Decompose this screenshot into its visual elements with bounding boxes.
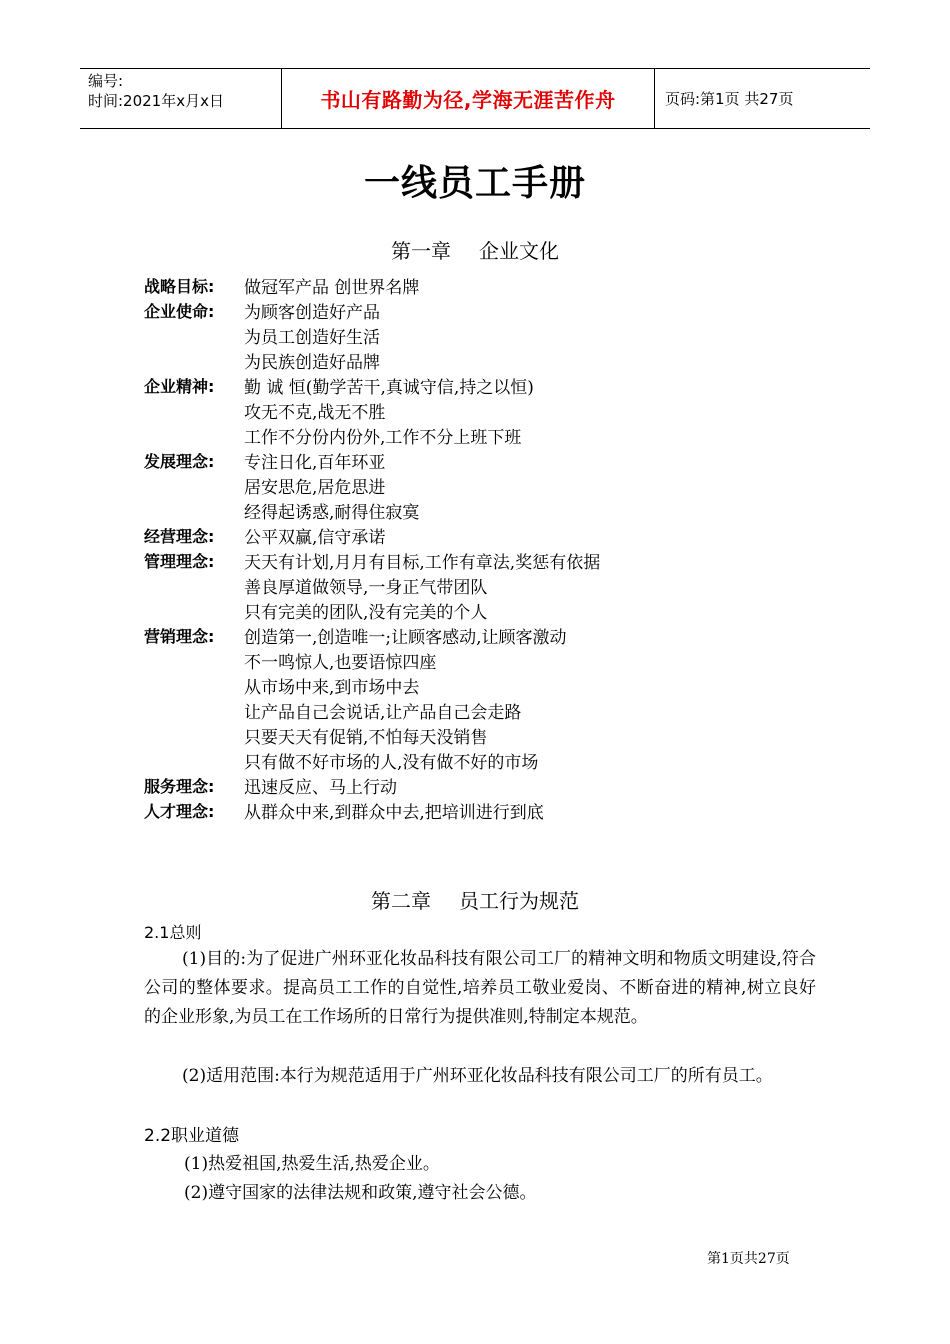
culture-row bbox=[144, 673, 844, 698]
document-title: 一线员工手册 bbox=[363, 163, 586, 204]
section-2-2-heading: 2.2职业道德 bbox=[144, 1126, 240, 1146]
culture-value: 为顾客创造好产品 bbox=[244, 303, 380, 323]
chapter-2-prefix: 第二章 bbox=[371, 889, 431, 913]
culture-row bbox=[144, 623, 844, 648]
culture-row bbox=[144, 423, 844, 448]
culture-label: 企业精神: bbox=[144, 377, 215, 396]
culture-row bbox=[144, 273, 844, 298]
culture-label: 人才理念: bbox=[144, 802, 215, 821]
document-time-label: 时间:2021年x月x日 bbox=[88, 92, 224, 110]
culture-value: 为民族创造好品牌 bbox=[244, 353, 380, 373]
culture-label: 企业使命: bbox=[144, 302, 215, 321]
culture-row bbox=[144, 773, 844, 798]
culture-row bbox=[144, 648, 844, 673]
culture-row bbox=[144, 698, 844, 723]
culture-row bbox=[144, 523, 844, 548]
culture-value: 为员工创造好生活 bbox=[244, 328, 380, 348]
paragraph-scope bbox=[144, 1062, 816, 1091]
culture-value: 居安思危,居危思进 bbox=[244, 478, 386, 498]
culture-row bbox=[144, 398, 844, 423]
culture-value: 专注日化,百年环亚 bbox=[244, 453, 386, 473]
chapter-2-name: 员工行为规范 bbox=[459, 889, 579, 913]
paragraph-purpose-text: (1)目的:为了促进广州环亚化妆品科技有限公司工厂的精神文明和物质文明建设,符合公司的整体要求。提高员工工作的自觉性,培养员工敬业爱岗、不断奋进的精神,树立良好的企业形象,为员工在工作场所的日常行为提供准则,特制定本规范。 bbox=[144, 949, 816, 1027]
culture-value: 不一鸣惊人,也要语惊四座 bbox=[244, 653, 437, 673]
culture-row bbox=[144, 448, 844, 473]
culture-row bbox=[144, 323, 844, 348]
document-number-label: 编号: bbox=[88, 72, 124, 90]
culture-value: 天天有计划,月月有目标,工作有章法,奖惩有依据 bbox=[244, 553, 601, 573]
culture-value: 做冠军产品 创世界名牌 bbox=[244, 278, 420, 298]
culture-value: 只有做不好市场的人,没有做不好的市场 bbox=[244, 753, 539, 773]
culture-value: 只要天天有促销,不怕每天没销售 bbox=[244, 728, 488, 748]
culture-row bbox=[144, 548, 844, 573]
culture-value: 从市场中来,到市场中去 bbox=[244, 678, 420, 698]
culture-value: 工作不分份内份外,工作不分上班下班 bbox=[244, 428, 522, 448]
culture-row bbox=[144, 298, 844, 323]
culture-value: 公平双赢,信守承诺 bbox=[244, 528, 386, 548]
culture-row bbox=[144, 598, 844, 623]
culture-value: 让产品自己会说话,让产品自己会走路 bbox=[244, 703, 522, 723]
chapter-2-heading bbox=[0, 885, 950, 914]
chapter-1-heading bbox=[0, 235, 950, 264]
paragraph-purpose bbox=[144, 945, 816, 1032]
corporate-culture-list bbox=[144, 273, 844, 823]
header-meta bbox=[80, 69, 282, 128]
culture-value: 创造第一,创造唯一;让顾客感动,让顾客激动 bbox=[244, 628, 567, 648]
paragraph-scope-text: (2)适用范围:本行为规范适用于广州环亚化妆品科技有限公司工厂的所有员工。 bbox=[182, 1066, 773, 1086]
culture-value: 善良厚道做领导,一身正气带团队 bbox=[244, 578, 488, 598]
culture-value: 只有完美的团队,没有完美的个人 bbox=[244, 603, 488, 623]
header-page-info: 页码:第1页 共27页 bbox=[665, 90, 794, 108]
page-header bbox=[80, 68, 870, 129]
header-motto: 书山有路勤为径,学海无涯苦作舟 bbox=[282, 69, 655, 128]
chapter-1-name: 企业文化 bbox=[479, 239, 559, 263]
culture-row bbox=[144, 498, 844, 523]
culture-value: 攻无不克,战无不胜 bbox=[244, 403, 386, 423]
culture-label: 发展理念: bbox=[144, 452, 215, 471]
ethics-item-2: (2)遵守国家的法律法规和政策,遵守社会公德。 bbox=[184, 1183, 537, 1203]
culture-row bbox=[144, 748, 844, 773]
culture-row bbox=[144, 348, 844, 373]
chapter-1-prefix: 第一章 bbox=[391, 239, 451, 263]
culture-label: 经营理念: bbox=[144, 527, 215, 546]
culture-row bbox=[144, 373, 844, 398]
culture-label: 营销理念: bbox=[144, 627, 215, 646]
culture-value: 从群众中来,到群众中去,把培训进行到底 bbox=[244, 803, 544, 823]
culture-label: 服务理念: bbox=[144, 777, 215, 796]
ethics-item-1: (1)热爱祖国,热爱生活,热爱企业。 bbox=[184, 1154, 440, 1174]
culture-value: 勤 诚 恒(勤学苦干,真诚守信,持之以恒) bbox=[244, 378, 534, 398]
culture-row bbox=[144, 798, 844, 823]
culture-row bbox=[144, 723, 844, 748]
culture-value: 经得起诱惑,耐得住寂寞 bbox=[244, 503, 420, 523]
section-2-1-heading: 2.1总则 bbox=[144, 923, 202, 942]
culture-label: 管理理念: bbox=[144, 552, 215, 571]
culture-row bbox=[144, 473, 844, 498]
culture-row bbox=[144, 573, 844, 598]
page-footer: 第1页共27页 bbox=[707, 1251, 790, 1267]
culture-value: 迅速反应、马上行动 bbox=[244, 778, 397, 798]
culture-label: 战略目标: bbox=[144, 277, 215, 296]
